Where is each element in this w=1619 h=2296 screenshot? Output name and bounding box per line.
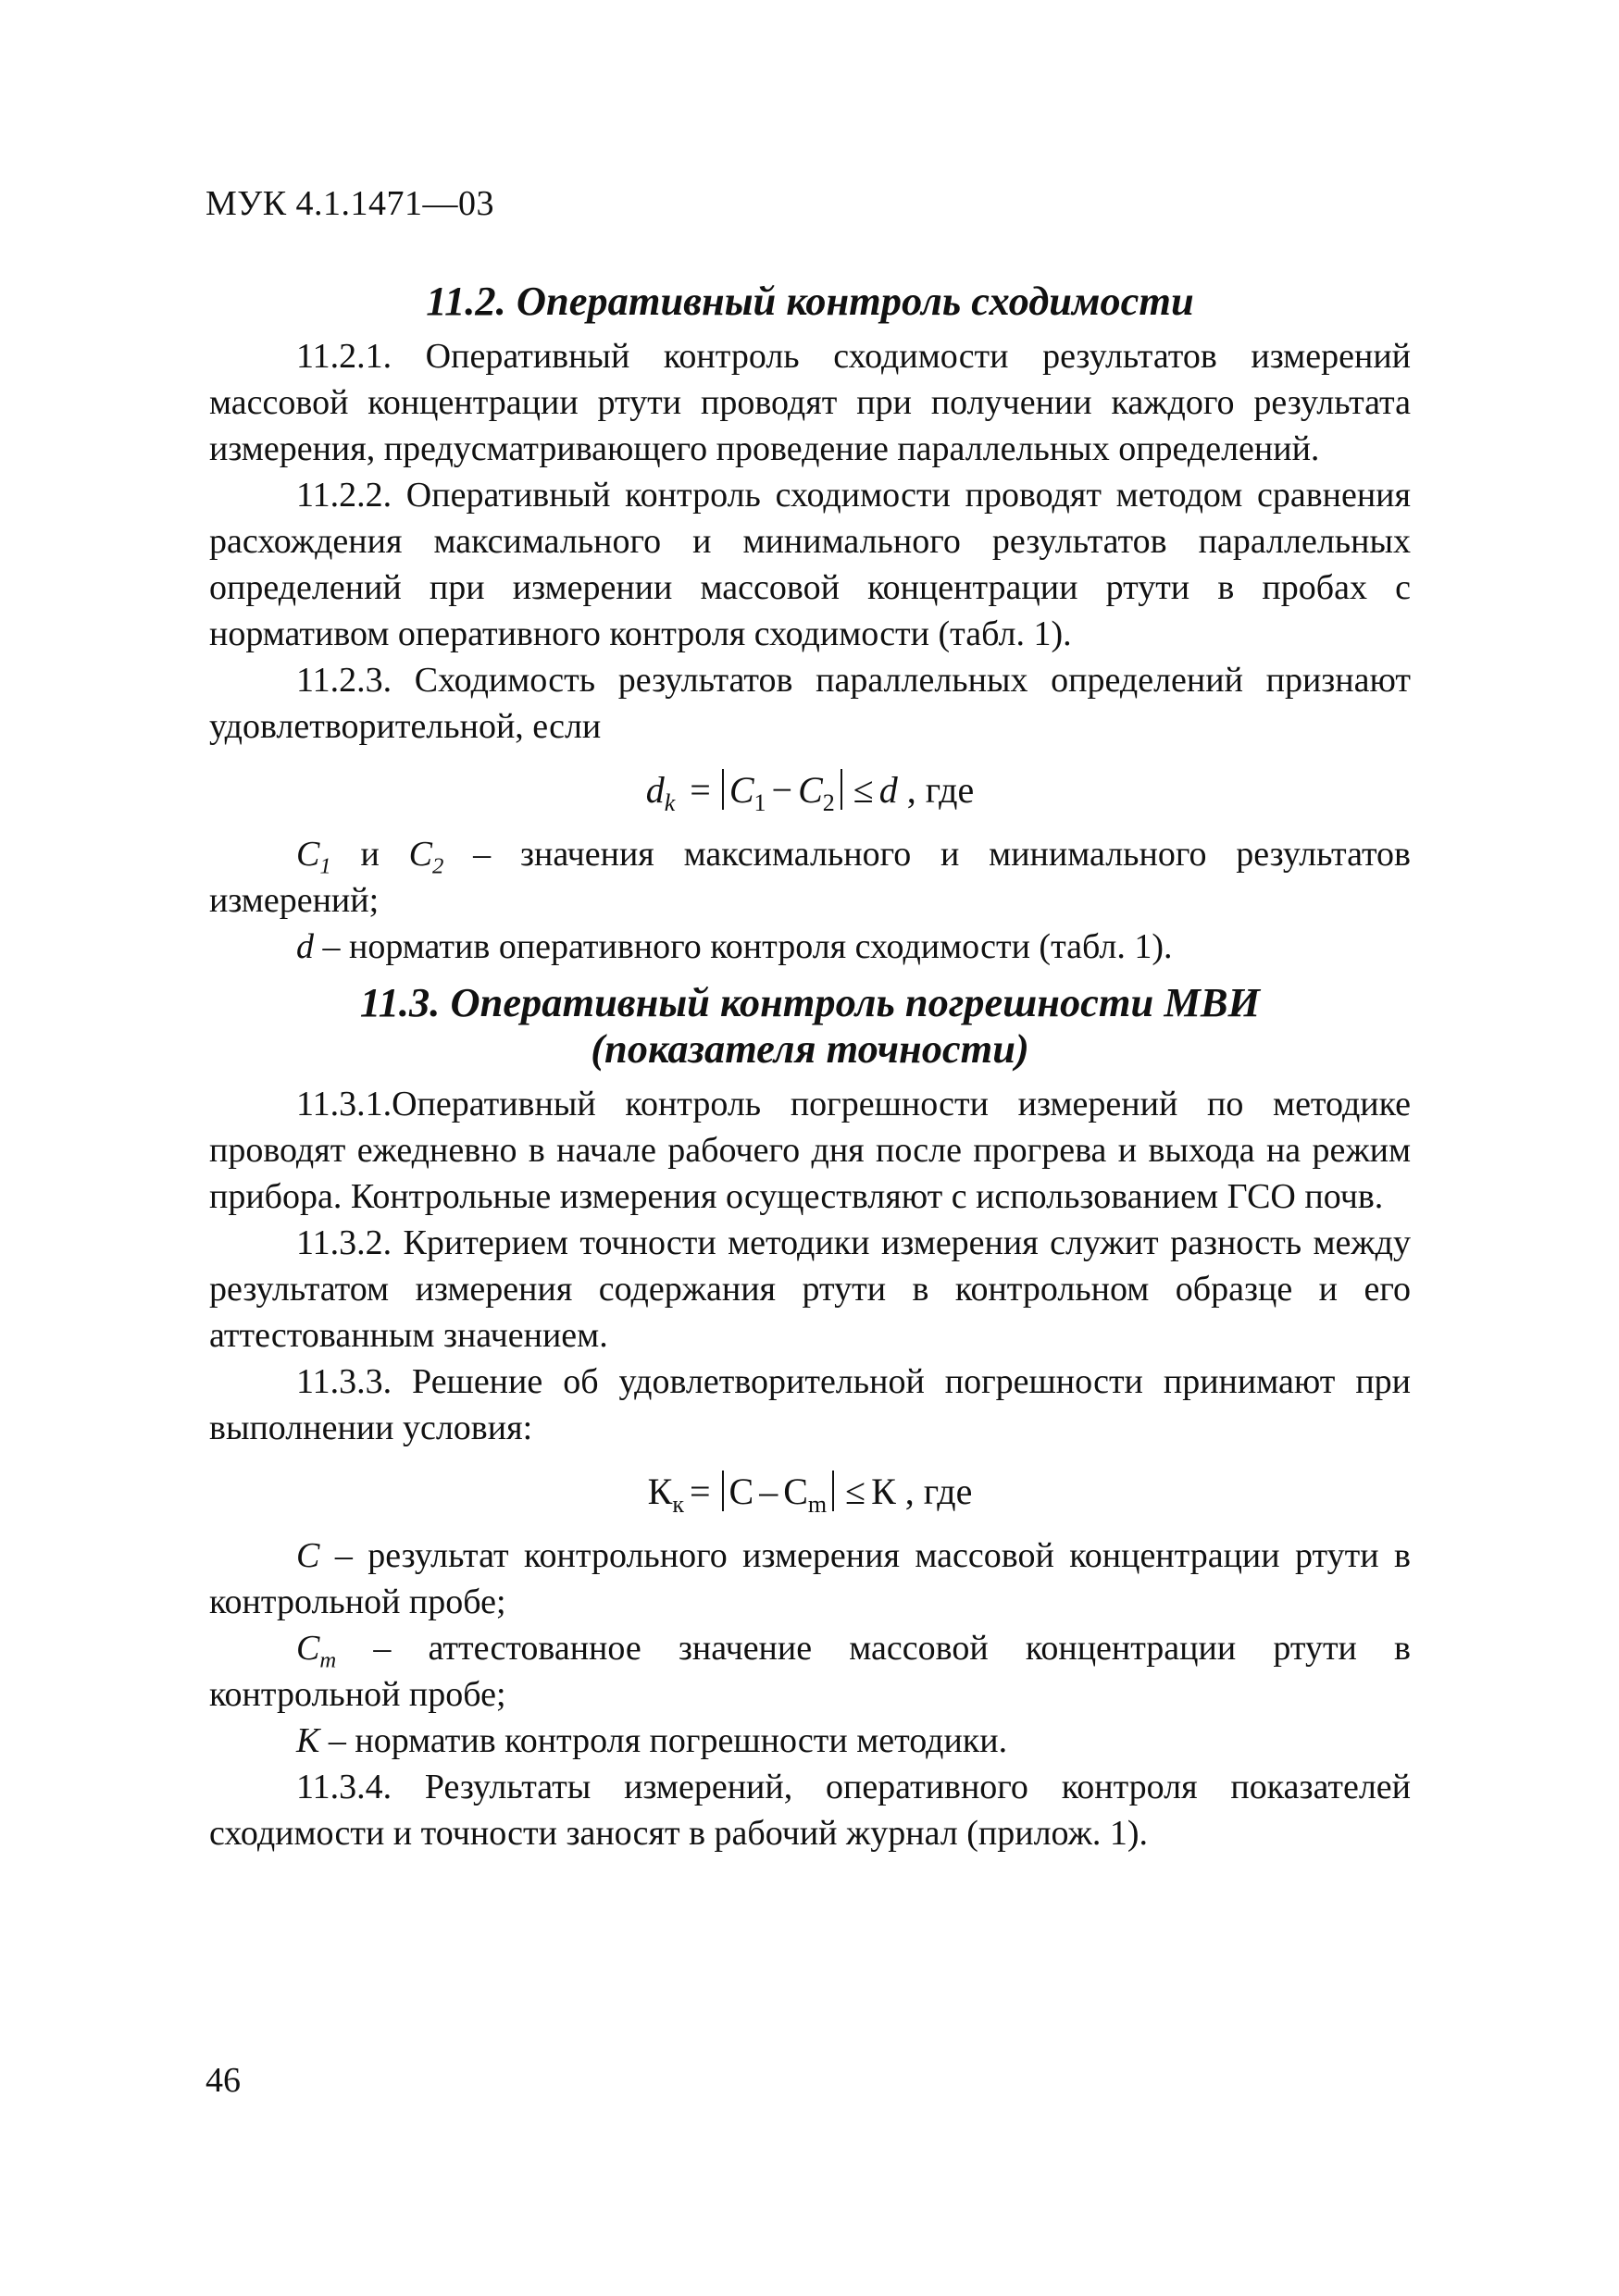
formula-minus: − xyxy=(771,769,793,811)
formula-c1-sub: 1 xyxy=(753,789,766,816)
formula-le: ≤ xyxy=(853,769,874,811)
abs-bar-left xyxy=(722,769,724,810)
def-c1-sym: C xyxy=(296,835,320,874)
def-d-text: – норматив оперативного контроля сходимости (табл. 1). xyxy=(314,927,1173,966)
def-c1-c2-text: – значения максимального и минимального результатов измерений; xyxy=(209,835,1411,920)
definition-d xyxy=(209,924,1411,970)
abs-bar-left-acc xyxy=(722,1471,724,1511)
formula-dk-var: d xyxy=(645,769,665,811)
paragraph-11-3-1: 11.3.1.Оперативный контроль погрешности измерений по методике проводят ежедневно в начале рабочего дня после прогрева и выхода на режим прибора. Контрольные измерения осуществляют с использованием ГСО почв. xyxy=(209,1085,1411,1216)
def-cm-sub: m xyxy=(319,1647,337,1673)
def-c2-sub: 2 xyxy=(432,853,444,879)
formula-kk-sub: к xyxy=(672,1491,684,1518)
formula-c1-var: C xyxy=(729,769,754,811)
paragraph-11-2-1: 11.2.1. Оперативный контроль сходимости результатов измерений массовой концентрации ртути проводят при получении каждого результата измерения, предусматривающего проведение параллельных определений. xyxy=(209,337,1411,468)
formula-kk: К xyxy=(647,1471,673,1512)
formula-c2-var: C xyxy=(798,769,823,811)
definition-c xyxy=(209,1533,1411,1625)
def-k-sym: K xyxy=(296,1721,320,1760)
formula-acc-tail: , где xyxy=(904,1471,973,1512)
definition-c1-c2 xyxy=(209,831,1411,924)
section-11-3-title-line2: (показателя точности) xyxy=(591,1025,1029,1072)
formula-acc-minus: – xyxy=(759,1471,778,1512)
page-number: 46 xyxy=(205,2061,241,2100)
formula-acc-le: ≤ xyxy=(845,1471,866,1512)
formula-d-var: d xyxy=(878,769,898,811)
formula-acc-equals: = xyxy=(689,1471,711,1512)
definition-cm xyxy=(209,1625,1411,1718)
document-body xyxy=(209,278,1411,1856)
paragraph-11-3-4: 11.3.4. Результаты измерений, оперативного контроля показателей сходимости и точности заносят в рабочий журнал (прилож. 1). xyxy=(209,1768,1411,1853)
formula-accuracy xyxy=(209,1464,1411,1520)
formula-acc-c: С xyxy=(729,1471,754,1512)
section-11-2-title: 11.2. Оперативный контроль сходимости xyxy=(426,278,1194,324)
formula-acc-cm-sub: m xyxy=(807,1491,828,1518)
formula-convergence xyxy=(209,763,1411,818)
document-header: МУК 4.1.1471—03 xyxy=(205,184,495,223)
paragraph-11-3-3: 11.3.3. Решение об удовлетворительной погрешности принимают при выполнении условия: xyxy=(209,1362,1411,1447)
abs-bar-right-acc xyxy=(832,1471,834,1511)
formula-tail: , где xyxy=(906,769,975,811)
formula-dk-sub: k xyxy=(664,789,676,816)
def-and: и xyxy=(330,835,409,874)
formula-equals: = xyxy=(690,769,711,811)
paragraph-11-2-2: 11.2.2. Оперативный контроль сходимости проводят методом сравнения расхождения максимального и минимального результатов параллельных определений при измерении массовой концентрации ртути в пробах с нормативом оперативного контроля сходимости (табл. 1). xyxy=(209,476,1411,653)
abs-bar-right xyxy=(841,769,842,810)
paragraph-11-2-3: 11.2.3. Сходимость результатов параллельных определений признают удовлетворительной, если xyxy=(209,661,1411,746)
definition-k xyxy=(209,1718,1411,1764)
section-11-3-title-line1: 11.3. Оперативный контроль погрешности МВИ xyxy=(359,979,1261,1025)
formula-acc-cm: С xyxy=(783,1471,808,1512)
section-11-3-title xyxy=(209,979,1411,1072)
formula-c2-sub: 2 xyxy=(822,789,835,816)
def-cm-sym: C xyxy=(296,1629,320,1668)
def-cm-text: – аттестованное значение массовой концентрации ртути в контрольной пробе; xyxy=(209,1629,1411,1714)
def-c-text: – результат контрольного измерения массовой концентрации ртути в контрольной пробе; xyxy=(209,1536,1411,1621)
def-k-text: – норматив контроля погрешности методики. xyxy=(319,1721,1008,1760)
paragraph-11-3-2: 11.3.2. Критерием точности методики измерения служит разность между результатом измерения содержания ртути в контрольном образце и его аттестованным значением. xyxy=(209,1223,1411,1355)
def-c-sym: C xyxy=(296,1536,320,1575)
def-d-sym: d xyxy=(296,927,314,966)
def-c2-sym: C xyxy=(408,835,433,874)
def-c1-sub: 1 xyxy=(319,853,331,879)
formula-acc-k: К xyxy=(871,1471,896,1512)
